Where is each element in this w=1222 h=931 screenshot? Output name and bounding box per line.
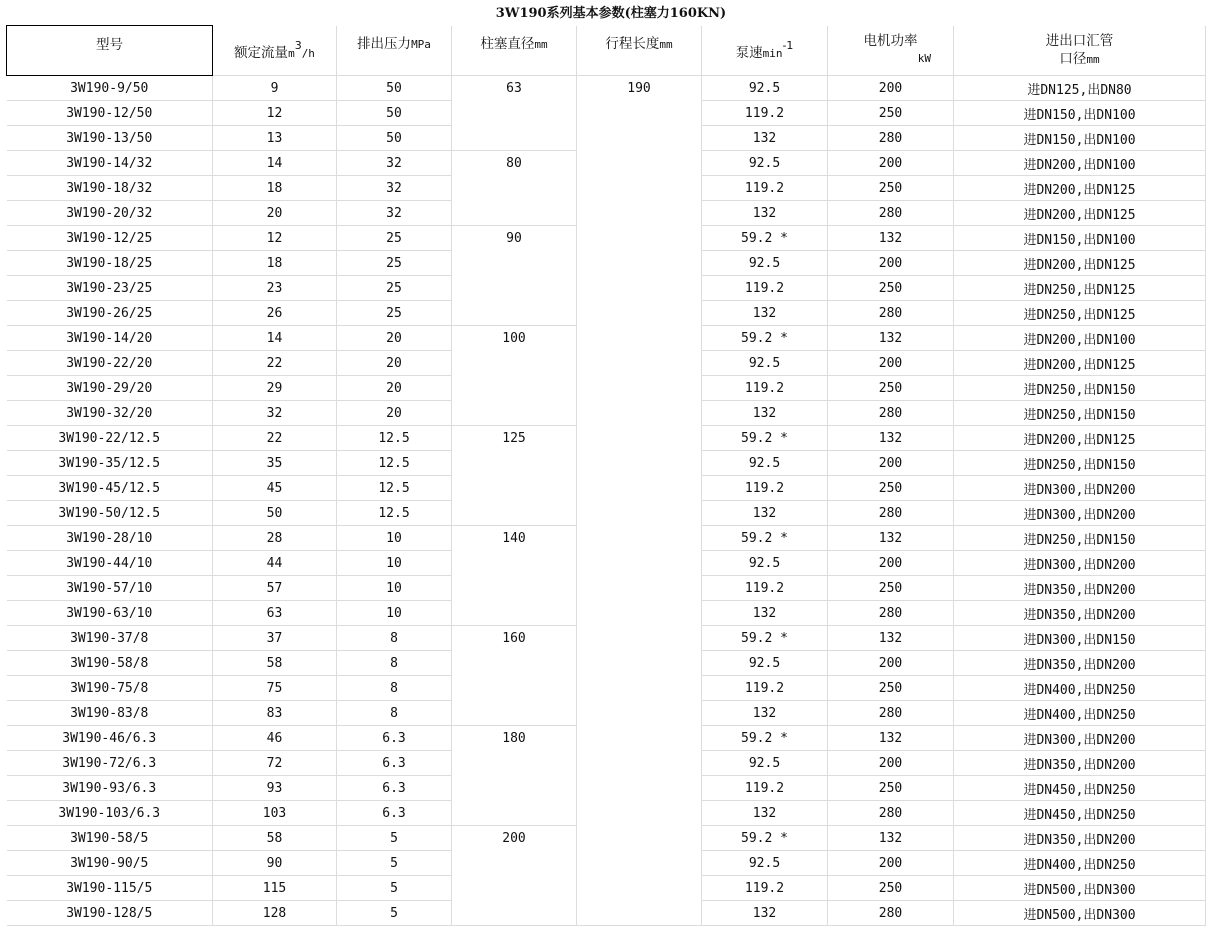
cell-power: 250 <box>828 176 954 201</box>
cell-flow: 37 <box>213 626 337 651</box>
cell-model: 3W190-12/50 <box>7 101 213 126</box>
cell-model: 3W190-35/12.5 <box>7 451 213 476</box>
cell-power: 200 <box>828 751 954 776</box>
cell-power: 200 <box>828 651 954 676</box>
table-row <box>7 76 1206 101</box>
cell-model: 3W190-29/20 <box>7 376 213 401</box>
cell-pressure: 10 <box>337 576 452 601</box>
cell-model: 3W190-115/5 <box>7 876 213 901</box>
header-flow: 额定流量$m^3/h$ <box>213 26 337 76</box>
cell-stroke-length: 190 <box>577 76 702 926</box>
cell-power: 200 <box>828 251 954 276</box>
cell-pressure: 6.3 <box>337 726 452 751</box>
parameter-table <box>6 25 1206 926</box>
cell-model: 3W190-128/5 <box>7 901 213 926</box>
cell-pressure: 50 <box>337 126 452 151</box>
cell-pressure: 8 <box>337 701 452 726</box>
header-stroke: 行程长度mm <box>577 26 702 76</box>
cell-power: 200 <box>828 851 954 876</box>
cell-flow: 72 <box>213 751 337 776</box>
cell-model: 3W190-18/25 <box>7 251 213 276</box>
cell-speed: 119.2 <box>702 276 828 301</box>
cell-port: 进DN200,出DN125 <box>954 351 1206 376</box>
cell-power: 280 <box>828 301 954 326</box>
cell-model: 3W190-90/5 <box>7 851 213 876</box>
cell-port: 进DN250,出DN150 <box>954 451 1206 476</box>
cell-speed: 132 <box>702 401 828 426</box>
cell-port: 进DN350,出DN200 <box>954 826 1206 851</box>
cell-pressure: 8 <box>337 626 452 651</box>
cell-model: 3W190-63/10 <box>7 601 213 626</box>
cell-plunger-diameter: 125 <box>452 426 577 526</box>
cell-speed: 119.2 <box>702 176 828 201</box>
cell-speed: 132 <box>702 701 828 726</box>
cell-model: 3W190-44/10 <box>7 551 213 576</box>
cell-flow: 57 <box>213 576 337 601</box>
cell-model: 3W190-9/50 <box>7 76 213 101</box>
cell-port: 进DN200,出DN125 <box>954 426 1206 451</box>
cell-pressure: 20 <box>337 326 452 351</box>
cell-pressure: 25 <box>337 276 452 301</box>
cell-port: 进DN200,出DN125 <box>954 251 1206 276</box>
cell-flow: 12 <box>213 226 337 251</box>
header-row <box>7 26 1206 76</box>
cell-port: 进DN200,出DN125 <box>954 201 1206 226</box>
cell-flow: 63 <box>213 601 337 626</box>
cell-model: 3W190-58/5 <box>7 826 213 851</box>
cell-pressure: 25 <box>337 251 452 276</box>
cell-pressure: 50 <box>337 76 452 101</box>
cell-power: 280 <box>828 201 954 226</box>
cell-port: 进DN200,出DN100 <box>954 151 1206 176</box>
header-pressure: 排出压力MPa <box>337 26 452 76</box>
cell-pressure: 20 <box>337 376 452 401</box>
cell-port: 进DN500,出DN300 <box>954 901 1206 926</box>
cell-flow: 22 <box>213 351 337 376</box>
cell-power: 132 <box>828 626 954 651</box>
cell-speed: 119.2 <box>702 576 828 601</box>
cell-speed: 119.2 <box>702 876 828 901</box>
cell-model: 3W190-72/6.3 <box>7 751 213 776</box>
cell-power: 200 <box>828 451 954 476</box>
cell-model: 3W190-22/20 <box>7 351 213 376</box>
cell-flow: 128 <box>213 901 337 926</box>
cell-model: 3W190-20/32 <box>7 201 213 226</box>
cell-model: 3W190-13/50 <box>7 126 213 151</box>
cell-pressure: 12.5 <box>337 501 452 526</box>
cell-power: 280 <box>828 126 954 151</box>
cell-flow: 58 <box>213 651 337 676</box>
cell-pressure: 50 <box>337 101 452 126</box>
cell-model: 3W190-18/32 <box>7 176 213 201</box>
cell-speed: 92.5 <box>702 76 828 101</box>
cell-flow: 46 <box>213 726 337 751</box>
cell-port: 进DN300,出DN200 <box>954 726 1206 751</box>
cell-port: 进DN250,出DN125 <box>954 276 1206 301</box>
cell-pressure: 6.3 <box>337 801 452 826</box>
cell-speed: 132 <box>702 201 828 226</box>
cell-flow: 18 <box>213 176 337 201</box>
cell-power: 250 <box>828 576 954 601</box>
cell-model: 3W190-22/12.5 <box>7 426 213 451</box>
cell-speed: 59.2 * <box>702 526 828 551</box>
cell-power: 250 <box>828 476 954 501</box>
cell-model: 3W190-93/6.3 <box>7 776 213 801</box>
cell-port: 进DN350,出DN200 <box>954 601 1206 626</box>
cell-plunger-diameter: 140 <box>452 526 577 626</box>
cell-model: 3W190-83/8 <box>7 701 213 726</box>
cell-power: 250 <box>828 676 954 701</box>
cell-model: 3W190-103/6.3 <box>7 801 213 826</box>
cell-flow: 14 <box>213 151 337 176</box>
cell-flow: 58 <box>213 826 337 851</box>
cell-speed: 92.5 <box>702 151 828 176</box>
cell-model: 3W190-58/8 <box>7 651 213 676</box>
cell-power: 280 <box>828 601 954 626</box>
cell-speed: 92.5 <box>702 851 828 876</box>
cell-flow: 93 <box>213 776 337 801</box>
cell-model: 3W190-26/25 <box>7 301 213 326</box>
cell-flow: 50 <box>213 501 337 526</box>
cell-power: 250 <box>828 876 954 901</box>
cell-flow: 12 <box>213 101 337 126</box>
cell-power: 200 <box>828 76 954 101</box>
cell-pressure: 25 <box>337 226 452 251</box>
cell-pressure: 20 <box>337 351 452 376</box>
cell-speed: 92.5 <box>702 651 828 676</box>
cell-port: 进DN500,出DN300 <box>954 876 1206 901</box>
cell-speed: 132 <box>702 901 828 926</box>
cell-power: 200 <box>828 351 954 376</box>
cell-flow: 18 <box>213 251 337 276</box>
cell-pressure: 32 <box>337 201 452 226</box>
cell-flow: 26 <box>213 301 337 326</box>
cell-speed: 119.2 <box>702 376 828 401</box>
cell-power: 280 <box>828 801 954 826</box>
cell-plunger-diameter: 160 <box>452 626 577 726</box>
cell-power: 280 <box>828 701 954 726</box>
cell-pressure: 10 <box>337 526 452 551</box>
cell-port: 进DN200,出DN100 <box>954 326 1206 351</box>
cell-speed: 119.2 <box>702 676 828 701</box>
cell-model: 3W190-50/12.5 <box>7 501 213 526</box>
cell-power: 250 <box>828 776 954 801</box>
cell-flow: 32 <box>213 401 337 426</box>
cell-flow: 9 <box>213 76 337 101</box>
cell-flow: 45 <box>213 476 337 501</box>
cell-port: 进DN250,出DN150 <box>954 526 1206 551</box>
cell-port: 进DN300,出DN150 <box>954 626 1206 651</box>
table-body <box>7 76 1206 926</box>
cell-speed: 132 <box>702 126 828 151</box>
cell-power: 200 <box>828 551 954 576</box>
cell-port: 进DN150,出DN100 <box>954 101 1206 126</box>
cell-port: 进DN400,出DN250 <box>954 676 1206 701</box>
cell-speed: 132 <box>702 601 828 626</box>
cell-port: 进DN450,出DN250 <box>954 776 1206 801</box>
cell-power: 280 <box>828 501 954 526</box>
cell-port: 进DN150,出DN100 <box>954 226 1206 251</box>
cell-speed: 92.5 <box>702 351 828 376</box>
cell-power: 250 <box>828 376 954 401</box>
cell-plunger-diameter: 80 <box>452 151 577 226</box>
cell-speed: 92.5 <box>702 551 828 576</box>
cell-model: 3W190-57/10 <box>7 576 213 601</box>
cell-plunger-diameter: 100 <box>452 326 577 426</box>
cell-pressure: 6.3 <box>337 751 452 776</box>
cell-flow: 44 <box>213 551 337 576</box>
cell-port: 进DN250,出DN150 <box>954 376 1206 401</box>
cell-pressure: 10 <box>337 601 452 626</box>
cell-pressure: 32 <box>337 151 452 176</box>
cell-pressure: 5 <box>337 826 452 851</box>
cell-power: 280 <box>828 901 954 926</box>
cell-model: 3W190-14/32 <box>7 151 213 176</box>
cell-speed: 119.2 <box>702 101 828 126</box>
cell-port: 进DN125,出DN80 <box>954 76 1206 101</box>
cell-power: 132 <box>828 826 954 851</box>
cell-speed: 92.5 <box>702 451 828 476</box>
cell-speed: 92.5 <box>702 251 828 276</box>
cell-speed: 132 <box>702 301 828 326</box>
cell-flow: 83 <box>213 701 337 726</box>
header-power: 电机功率 kW <box>828 26 954 76</box>
cell-flow: 28 <box>213 526 337 551</box>
cell-port: 进DN350,出DN200 <box>954 576 1206 601</box>
cell-model: 3W190-46/6.3 <box>7 726 213 751</box>
cell-port: 进DN250,出DN150 <box>954 401 1206 426</box>
cell-model: 3W190-37/8 <box>7 626 213 651</box>
cell-pressure: 32 <box>337 176 452 201</box>
cell-power: 250 <box>828 276 954 301</box>
cell-port: 进DN200,出DN125 <box>954 176 1206 201</box>
cell-pressure: 25 <box>337 301 452 326</box>
cell-flow: 115 <box>213 876 337 901</box>
cell-speed: 59.2 * <box>702 626 828 651</box>
cell-power: 132 <box>828 326 954 351</box>
cell-pressure: 5 <box>337 901 452 926</box>
header-plunger: 柱塞直径mm <box>452 26 577 76</box>
cell-power: 132 <box>828 226 954 251</box>
cell-plunger-diameter: 180 <box>452 726 577 826</box>
cell-plunger-diameter: 63 <box>452 76 577 151</box>
cell-speed: 119.2 <box>702 776 828 801</box>
cell-flow: 90 <box>213 851 337 876</box>
cell-port: 进DN400,出DN250 <box>954 701 1206 726</box>
cell-plunger-diameter: 200 <box>452 826 577 926</box>
cell-power: 132 <box>828 426 954 451</box>
cell-port: 进DN300,出DN200 <box>954 501 1206 526</box>
cell-power: 132 <box>828 726 954 751</box>
cell-flow: 22 <box>213 426 337 451</box>
cell-speed: 59.2 * <box>702 326 828 351</box>
header-speed: 泵速$\min^{-1}$ <box>702 26 828 76</box>
cell-flow: 23 <box>213 276 337 301</box>
cell-port: 进DN300,出DN200 <box>954 476 1206 501</box>
cell-model: 3W190-28/10 <box>7 526 213 551</box>
cell-port: 进DN300,出DN200 <box>954 551 1206 576</box>
cell-model: 3W190-75/8 <box>7 676 213 701</box>
cell-pressure: 6.3 <box>337 776 452 801</box>
cell-port: 进DN150,出DN100 <box>954 126 1206 151</box>
cell-flow: 35 <box>213 451 337 476</box>
cell-port: 进DN450,出DN250 <box>954 801 1206 826</box>
cell-pressure: 10 <box>337 551 452 576</box>
cell-pressure: 12.5 <box>337 426 452 451</box>
cell-pressure: 5 <box>337 851 452 876</box>
cell-flow: 14 <box>213 326 337 351</box>
cell-speed: 132 <box>702 501 828 526</box>
cell-flow: 20 <box>213 201 337 226</box>
cell-model: 3W190-12/25 <box>7 226 213 251</box>
cell-flow: 29 <box>213 376 337 401</box>
cell-speed: 59.2 * <box>702 426 828 451</box>
cell-power: 200 <box>828 151 954 176</box>
cell-plunger-diameter: 90 <box>452 226 577 326</box>
cell-speed: 119.2 <box>702 476 828 501</box>
cell-model: 3W190-45/12.5 <box>7 476 213 501</box>
cell-pressure: 12.5 <box>337 451 452 476</box>
cell-speed: 59.2 * <box>702 226 828 251</box>
cell-model: 3W190-14/20 <box>7 326 213 351</box>
cell-model: 3W190-23/25 <box>7 276 213 301</box>
cell-port: 进DN400,出DN250 <box>954 851 1206 876</box>
cell-pressure: 12.5 <box>337 476 452 501</box>
cell-pressure: 8 <box>337 676 452 701</box>
cell-flow: 75 <box>213 676 337 701</box>
cell-speed: 132 <box>702 801 828 826</box>
cell-pressure: 8 <box>337 651 452 676</box>
cell-speed: 59.2 * <box>702 826 828 851</box>
table-title: 3W190系列基本参数(柱塞力160KN) <box>495 6 727 21</box>
cell-port: 进DN350,出DN200 <box>954 651 1206 676</box>
cell-flow: 13 <box>213 126 337 151</box>
cell-flow: 103 <box>213 801 337 826</box>
cell-pressure: 5 <box>337 876 452 901</box>
cell-speed: 92.5 <box>702 751 828 776</box>
cell-port: 进DN250,出DN125 <box>954 301 1206 326</box>
cell-speed: 59.2 * <box>702 726 828 751</box>
header-port: 进出口汇管 口径mm <box>954 26 1206 76</box>
cell-model: 3W190-32/20 <box>7 401 213 426</box>
cell-pressure: 20 <box>337 401 452 426</box>
header-model: 型号 <box>7 26 213 76</box>
cell-port: 进DN350,出DN200 <box>954 751 1206 776</box>
cell-power: 280 <box>828 401 954 426</box>
cell-power: 250 <box>828 101 954 126</box>
cell-power: 132 <box>828 526 954 551</box>
